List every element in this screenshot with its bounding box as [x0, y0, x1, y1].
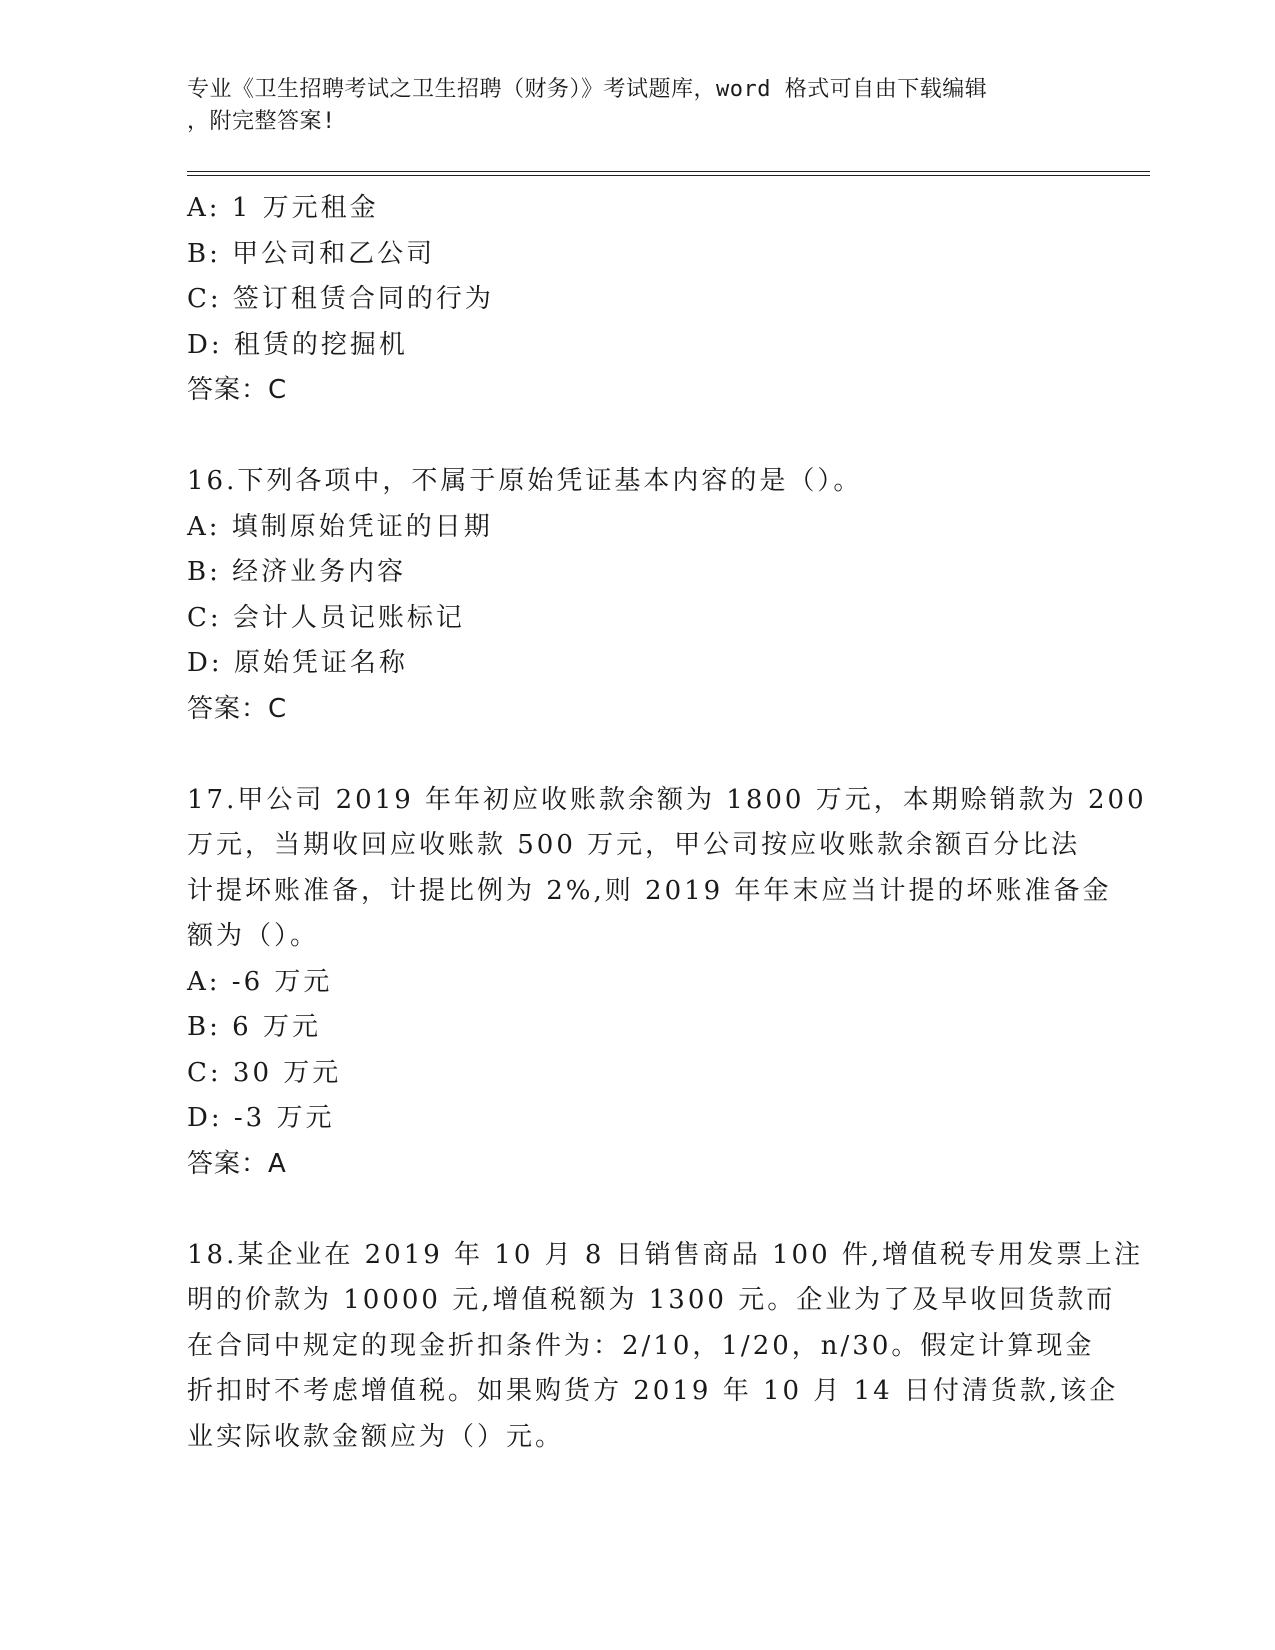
answer: 答案：C — [187, 375, 288, 405]
question-stem-line: 折扣时不考虑增值税。如果购货方 2019 年 10 月 14 日付清货款,该企 — [187, 1376, 1119, 1406]
option-b: B: 6 万元 — [187, 1012, 321, 1042]
option-d: D: -3 万元 — [187, 1103, 335, 1133]
spacer — [187, 732, 1087, 778]
spacer — [187, 414, 1087, 460]
header-rule-top — [187, 171, 1150, 172]
question-16 — [187, 459, 1087, 732]
question-stem-line: 在合同中规定的现金折扣条件为：2/10，1/20，n/30。假定计算现金 — [187, 1330, 1095, 1361]
answer: 答案：A — [187, 1148, 287, 1179]
option-a: A: 1 万元租金 — [187, 193, 379, 223]
option-c: C: 30 万元 — [187, 1057, 342, 1088]
question-stem-line: 17.甲公司 2019 年年初应收账款余额为 1800 万元，本期赊销款为 200 — [187, 784, 1147, 815]
option-a: A: 填制原始凭证的日期 — [187, 511, 493, 542]
option-a: A: -6 万元 — [187, 966, 333, 997]
question-18 — [187, 1233, 1144, 1461]
question-17 — [187, 778, 1147, 1188]
question-15 — [187, 186, 1087, 414]
question-stem-line: 18.某企业在 2019 年 10 月 8 日销售商品 100 件,增值税专用发票上注 — [187, 1239, 1144, 1270]
question-stem-line: 万元，当期收回应收账款 500 万元，甲公司按应收账款余额百分比法 — [187, 830, 1081, 860]
question-list — [187, 186, 1147, 1460]
document-header — [187, 74, 1067, 138]
question-stem-line: 明的价款为 10000 元,增值税额为 1300 元。企业为了及早收回货款而 — [187, 1285, 1116, 1315]
header-line-2: ，附完整答案! — [187, 109, 336, 134]
option-c: C: 会计人员记账标记 — [187, 602, 465, 633]
header-rule-bottom — [187, 175, 1150, 176]
spacer — [187, 1187, 1087, 1233]
option-b: B: 经济业务内容 — [187, 557, 407, 587]
question-stem-line: 业实际收款金额应为（）元。 — [187, 1421, 565, 1452]
header-line-1: 专业《卫生招聘考试之卫生招聘（财务）》考试题库，word 格式可自由下载编辑 — [187, 77, 988, 102]
option-c: C: 签订租赁合同的行为 — [187, 284, 494, 314]
option-b: B: 甲公司和乙公司 — [187, 238, 436, 269]
option-d: D: 原始凭证名称 — [187, 648, 408, 678]
answer: 答案：C — [187, 693, 288, 724]
question-stem: 16.下列各项中，不属于原始凭证基本内容的是（）。 — [187, 466, 863, 496]
option-d: D: 租赁的挖掘机 — [187, 329, 408, 360]
question-stem-line: 计提坏账准备，计提比例为 2%,则 2019 年年末应当计提的坏账准备金 — [187, 875, 1112, 906]
question-stem-line: 额为（）。 — [187, 921, 320, 951]
